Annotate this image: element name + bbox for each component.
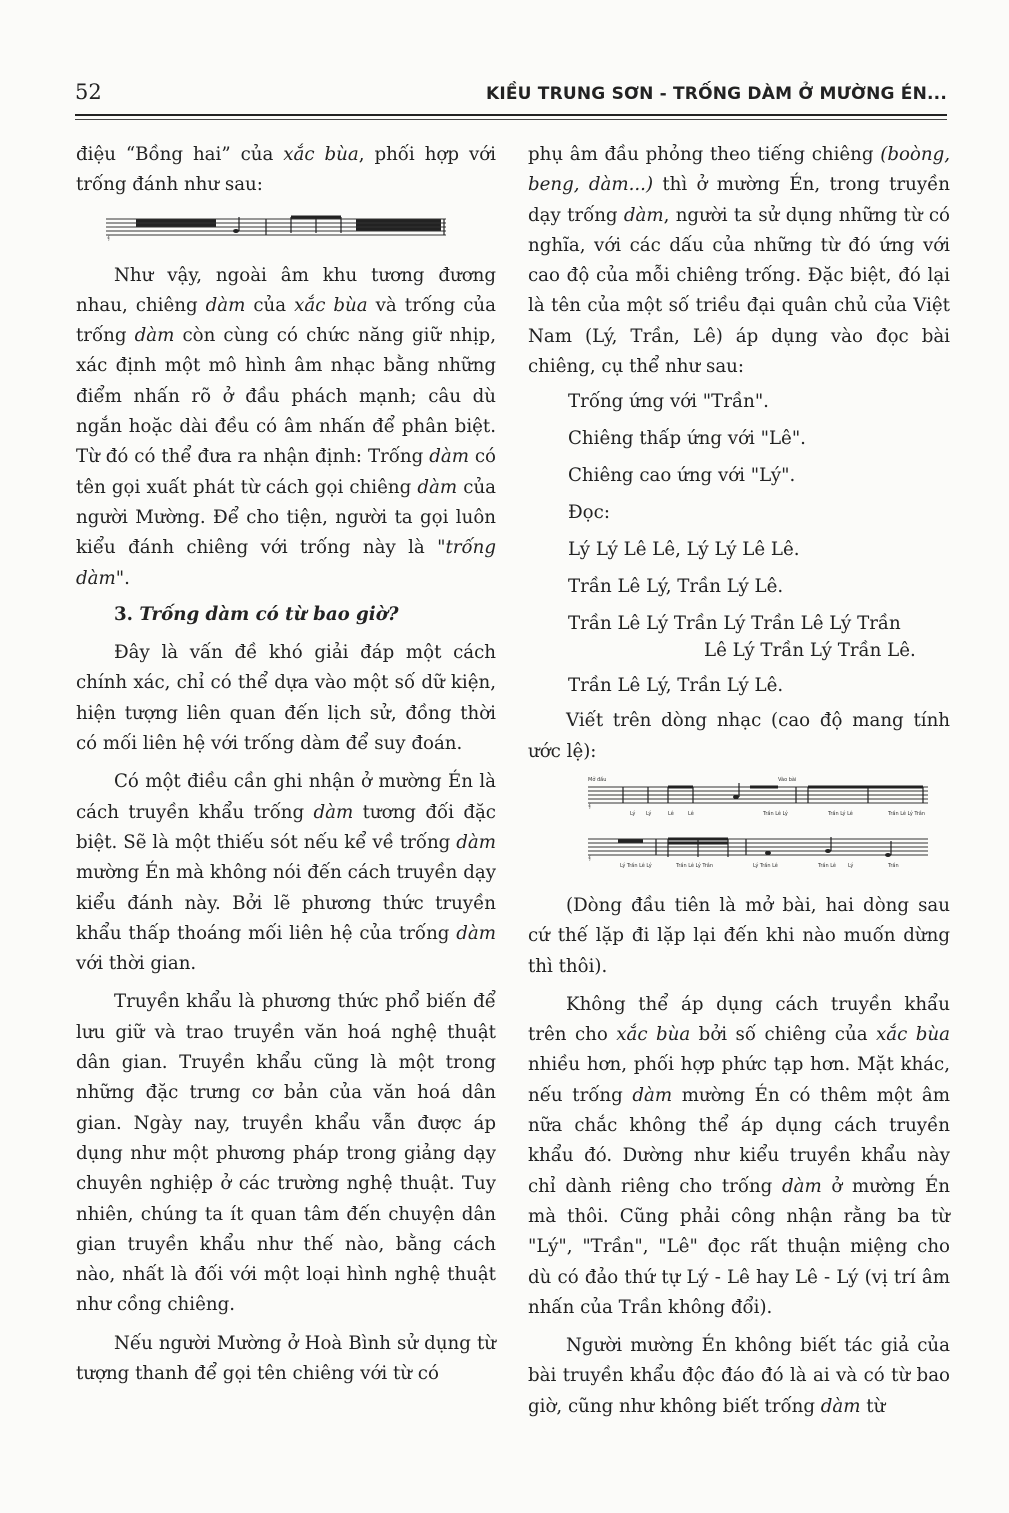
staff-label: Lê xyxy=(668,810,674,817)
read-label: Đọc: xyxy=(568,502,610,524)
right-paragraph-1: phụ âm đầu phỏng theo tiếng chiêng (boòng, beng, dàm...) thì ở mường Én, trong truyền dạy trống dàm, người ta sử dụng những từ có nghĩa, với các dấu của những từ đó ứng với cao độ của mỗi chiêng trống. Đặc biệt, đó lại là tên của một số triều đại quân chủ của Việt Nam (Lý, Trần, Lê) áp dụng vào đọc bài chiêng, cụ thể như sau: xyxy=(528,144,951,378)
music-staff-chant xyxy=(528,773,948,885)
left-paragraph-4: Có một điều cần ghi nhận ở mường Én là cách truyền khẩu trống dàm tương đối đặc biệt. Sẽ là một thiếu sót nếu kể về trống dàm mường Én mà không nói đến cách truyền dạy kiểu đánh này. Bởi lẽ phương thức truyền khẩu thấp thoáng mối liên hệ của trống dàm với thời gian. xyxy=(76,771,496,975)
right-paragraph-4: Không thể áp dụng cách truyền khẩu trên cho xắc bùa bởi số chiêng của xắc bùa nhiều hơn, phối hợp phức tạp hơn. Mặt khác, nếu trống dàm mường Én có thêm một âm nữa chắc không thể áp dụng cách truyền khẩu đó. Dường như kiểu truyền khẩu này chỉ dành riêng cho trống dàm ở mường Én mà thôi. Cũng phải công nhận rằng ba từ "Lý", "Trần", "Lê" đọc rất thuận miệng cho dù có đảo thứ tự Lý - Lê hay Lê - Lý (vị trí âm nhấn của Trần không đổi). xyxy=(528,993,950,1318)
treble-clef-icon: 𝄞 xyxy=(107,234,110,241)
left-column xyxy=(76,140,496,1389)
staff-label: Lý xyxy=(630,810,636,817)
right-column xyxy=(528,140,950,1422)
chant-line-3-continued: Lê Lý Trần Lý Trần Lê. xyxy=(704,640,916,662)
staff-marker-main: Vào bài xyxy=(778,776,797,783)
treble-clef-icon: 𝄞 xyxy=(588,802,591,809)
treble-clef-icon: 𝄞 xyxy=(588,854,591,861)
left-paragraph-5: Truyền khẩu là phương thức phổ biến để lưu giữ và trao truyền văn hoá nghệ thuật dân gian. Truyền khẩu cũng là một trong những đặc trưng cơ bản của văn hoá dân gian. Ngày nay, truyền khẩu vẫn được áp dụng như một phương pháp trong giảng dạy chuyên nghiệp ở các trường nghệ thuật. Tuy nhiên, chúng ta ít quan tâm đến chuyện dân gian truyền khẩu như thế nào, bằng cách nào, nhất là đối với một loại hình nghệ thuật như cồng chiêng. xyxy=(76,991,496,1316)
page-number: 52 xyxy=(75,80,102,104)
staff-label: Lý Trần Lê Lý xyxy=(620,862,652,869)
right-paragraph-5: Người mường Én không biết tác giả của bài truyền khẩu độc đáo đó là ai và có từ bao giờ, cũng như không biết trống dàm từ xyxy=(528,1335,950,1417)
staff-label: Trần Lê Lý Trần xyxy=(676,862,714,869)
mapping-line-high-gong: Chiêng cao ứng với "Lý". xyxy=(568,465,796,487)
staff-label: Lý xyxy=(646,810,652,817)
staff-label: Trần Lê xyxy=(818,862,836,869)
staff-marker-intro: Mở đầu xyxy=(588,776,607,783)
chant-line-4: Trần Lê Lý, Trần Lý Lê. xyxy=(568,675,784,697)
staff-label: Trần xyxy=(888,862,899,869)
right-paragraph-2: Viết trên dòng nhạc (cao độ mang tính ước lệ): xyxy=(528,710,950,762)
left-paragraph-2: Như vậy, ngoài âm khu tương đương nhau, chiêng dàm của xắc bùa và trống của trống dàm còn cùng có chức năng giữ nhịp, xác định một mô hình âm nhạc bằng những điểm nhấn rõ ở đầu phách mạnh; câu dù ngắn hoặc dài đều có âm nhấn để phân biệt. Từ đó có thể đưa ra nhận định: Trống dàm có tên gọi xuất phát từ cách gọi chiêng dàm của người Mường. Để cho tiện, người ta gọi luôn kiểu đánh chiêng với trống này là "trống dàm". xyxy=(76,264,497,589)
staff-label: Lý xyxy=(848,862,854,869)
chant-line-2: Trần Lê Lý, Trần Lý Lê. xyxy=(568,576,784,598)
staff-label: Lý Trần Lê xyxy=(753,862,778,869)
mapping-line-drum: Trống ứng với "Trần". xyxy=(568,391,769,413)
staff-label: Trần Lê Lý xyxy=(763,810,788,817)
music-staff-intro xyxy=(76,207,476,255)
header-rule-thick xyxy=(75,114,947,116)
staff-lines-1 xyxy=(588,787,928,803)
running-head: KIỀU TRUNG SƠN - TRỐNG DÀM Ở MƯỜNG ÉN... xyxy=(485,84,947,104)
left-paragraph-6: Nếu người Mường ở Hoà Bình sử dụng từ tượng thanh để gọi tên chiêng với từ có xyxy=(76,1332,496,1384)
staff-label: Lê xyxy=(688,810,694,817)
chant-line-3: Trần Lê Lý Trần Lý Trần Lê Lý Trần xyxy=(568,613,901,635)
left-paragraph-3: Đây là vấn đề khó giải đáp một cách chính xác, chỉ có thể dựa vào một số dữ kiện, hiện tượng liên quan đến lịch sử, đồng thời có mối liên hệ với trống dàm để suy đoán. xyxy=(76,642,496,755)
staff-label: Trần Lê Lý Trần xyxy=(888,810,926,817)
left-paragraph-1: điệu “Bồng hai” của xắc bùa, phối hợp với trống đánh như sau: xyxy=(76,144,496,196)
staff-label: Trần Lý Lê xyxy=(828,810,853,817)
right-paragraph-3: (Dòng đầu tiên là mở bài, hai dòng sau cứ thế lặp đi lặp lại đến khi nào muốn dừng thì thôi). xyxy=(528,894,950,977)
mapping-line-low-gong: Chiêng thấp ứng với "Lê". xyxy=(568,428,806,450)
header-rule-thin xyxy=(75,119,947,120)
section-heading: 3. Trống dàm có từ bao giờ? xyxy=(114,603,399,625)
chant-line-1: Lý Lý Lê Lê, Lý Lý Lê Lê. xyxy=(568,539,800,561)
